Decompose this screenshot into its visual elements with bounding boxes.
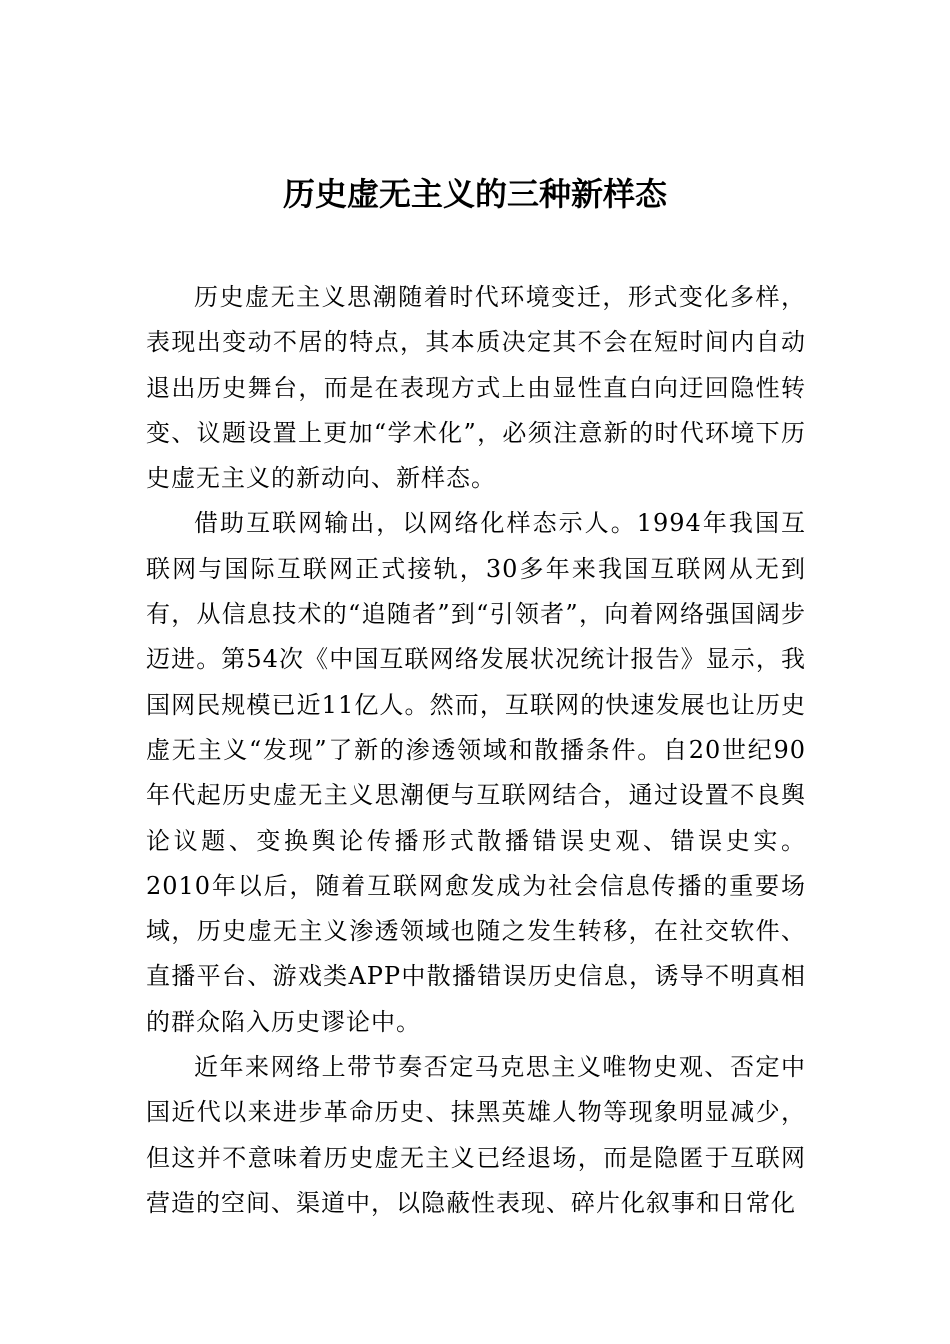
paragraph-recent-years: 近年来网络上带节奏否定马克思主义唯物史观、否定中国近代以来进步革命历史、抹黑英雄人物等现象明显减少，但这并不意味着历史虚无主义已经退场，而是隐匿于互联网营造的空间、渠道中，以隐蔽性表现、碎片化叙事和日常化: [146, 1053, 806, 1217]
paragraph-intro: 历史虚无主义思潮随着时代环境变迁，形式变化多样，表现出变动不居的特点，其本质决定其不会在短时间内自动退出历史舞台，而是在表现方式上由显性直白向迂回隐性转变、议题设置上更加“学术化”，必须注意新的时代环境下历史虚无主义的新动向、新样态。: [146, 283, 806, 493]
document-body: [146, 275, 806, 1226]
document-title: 历史虚无主义的三种新样态: [282, 175, 667, 213]
paragraph-internet-output: 借助互联网输出，以网络化样态示人。1994年我国互联网与国际互联网正式接轨，30多年来我国互联网从无到有，从信息技术的“追随者”到“引领者”，向着网络强国阔步迈进。第54次《中国互联网络发展状况统计报告》显示，我国网民规模已近11亿人。然而，互联网的快速发展也让历史虚无主义“发现”了新的渗透领域和散播条件。自20世纪90年代起历史虚无主义思潮便与互联网结合，通过设置不良舆论议题、变换舆论传播形式散播错误史观、错误史实。2010年以后，随着互联网愈发成为社会信息传播的重要场域，历史虚无主义渗透领域也随之发生转移，在社交软件、直播平台、游戏类APP中散播错误历史信息，诱导不明真相的群众陷入历史谬论中。: [146, 509, 806, 1036]
